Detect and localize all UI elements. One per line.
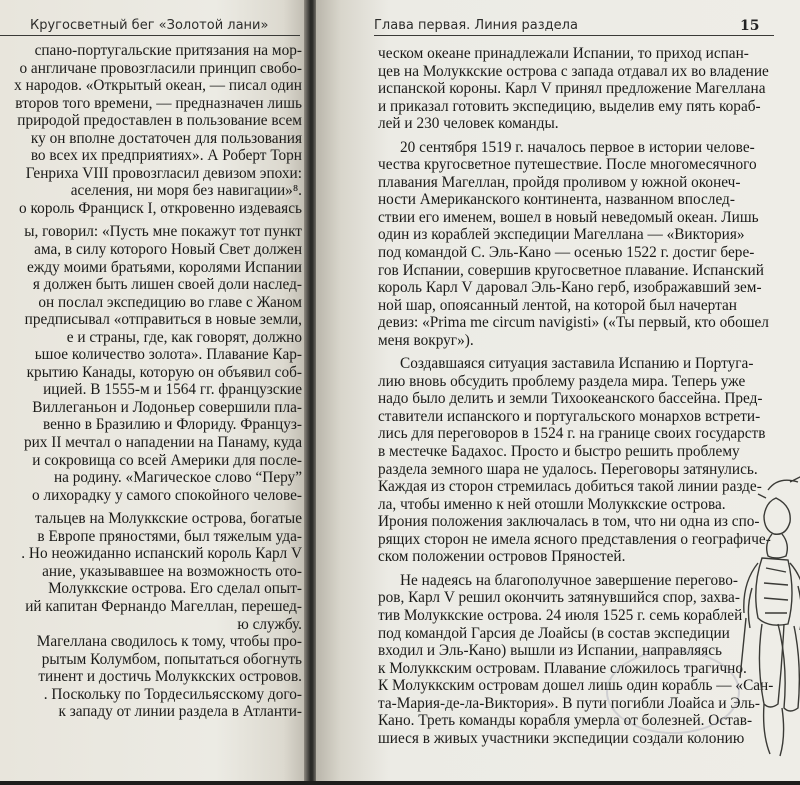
text-line: . Поскольку по Тордесильясскому дого- bbox=[43, 685, 302, 703]
text-line: лись для переговоров в 1524 г. на границе своих государств bbox=[378, 425, 766, 443]
text-line: предписывал «отправиться в новые земли, bbox=[24, 311, 302, 329]
text-line: Магеллана сводилось к тому, чтобы про- bbox=[36, 633, 302, 651]
right-page bbox=[316, 0, 800, 785]
text-line: Кано. Треть команды корабля умерла от болезней. Остав- bbox=[378, 712, 753, 730]
text-line: в местечке Бадахос. Просто и быстро решить проблему bbox=[378, 443, 740, 461]
text-line: раздела земного шара не удалось. Переговоры затянулись. bbox=[378, 460, 758, 478]
text-line: К Молуккским островам дошел лишь один корабль — «Сан- bbox=[378, 677, 774, 695]
text-line: ставители испанского и португальского монархов встрети- bbox=[378, 407, 761, 425]
text-line: ама, в силу которого Новый Свет должен bbox=[34, 241, 302, 259]
text-line: аселения, ни моря без навигации»⁸. bbox=[70, 182, 302, 200]
library-stamp bbox=[606, 650, 740, 734]
text-line: цев на Молуккские острова с запада отдавал их во владение bbox=[378, 62, 769, 80]
text-line: и сокровища со всей Америки для после- bbox=[32, 451, 302, 469]
text-line: е и страны, где, как говорят, должно bbox=[66, 328, 302, 346]
text-line: под командой С. Эль-Кано — осенью 1522 г. достиг бере- bbox=[378, 244, 755, 262]
text-line: тив Молуккские острова. 24 июля 1525 г. семь кораблей bbox=[378, 606, 743, 624]
left-header-rule bbox=[0, 35, 300, 36]
text-line: во всех их предприятиях». А Роберт Торн bbox=[30, 147, 302, 165]
text-line: под командой Гарсия де Лоайсы (в состав экспедиции bbox=[378, 624, 730, 642]
text-line: и приказал готовить экспедицию, выделив ему пять кораб- bbox=[378, 97, 761, 115]
text-line: плавания Магеллан, пройдя проливом у южной оконеч- bbox=[378, 173, 741, 191]
text-line: к Молуккским островам. Плавание сложилось трагично. bbox=[378, 659, 747, 677]
text-line: ности Американского континента, названном впослед- bbox=[378, 191, 735, 209]
text-line: ной шар, опоясанный лентой, на которой был начертан bbox=[378, 296, 737, 314]
text-line: ежду моими братьями, королями Испании bbox=[27, 258, 302, 276]
text-line: тальцев на Молуккские острова, богатые bbox=[35, 510, 302, 528]
text-line: ческом океане принадлежали Испании, то приход испан- bbox=[378, 45, 749, 62]
text-line: на родину. «Магическое слово “Перу” bbox=[53, 469, 302, 487]
text-line: Создавшаяся ситуация заставила Испанию и Португа- bbox=[400, 355, 754, 373]
text-line: ла, чтобы именно к ней отошли Молуккские острова. bbox=[378, 495, 726, 513]
text-line: испанской короны. Карл V принял предложение Магеллана bbox=[378, 80, 766, 98]
right-running-head: Глава первая. Линия раздела bbox=[374, 18, 578, 33]
text-line: венно в Бразилию и Флориду. Француз- bbox=[42, 416, 302, 434]
page-number: 15 bbox=[740, 18, 760, 34]
text-line: шиеся в живых участники экспедиции создали колонию bbox=[378, 729, 745, 747]
text-line: Ирония положения заключалась в том, что ни одна из спо- bbox=[378, 513, 760, 531]
text-line: гов Испании, совершив кругосветное плавание. Испанский bbox=[378, 261, 764, 279]
text-line: лей и 230 человек команды. bbox=[378, 115, 559, 133]
text-line: о англичане провозгласили принцип свобо- bbox=[19, 59, 302, 77]
conquistador-illustration bbox=[738, 468, 800, 768]
text-line: х народов. «Открытый океан, — писал один bbox=[14, 77, 302, 95]
text-line: меня вокруг»). bbox=[378, 331, 474, 349]
text-line: ы, говорил: «Пусть мне покажут тот пункт bbox=[24, 223, 302, 241]
text-line: ров, Карл V решил окончить затянувшийся спор, захва- bbox=[378, 589, 740, 607]
left-page-text bbox=[2, 42, 302, 721]
text-line: о лихорадку у самого спокойного челове- bbox=[32, 486, 302, 504]
text-line: природой предоставлен в пользование всем bbox=[17, 112, 302, 130]
text-line: Генриха VIII провозгласил девизом эпохи: bbox=[25, 164, 302, 182]
text-line: чества кругосветное путешествие. После многомесячного bbox=[378, 156, 757, 174]
text-line: тинент и достичь Молуккских островов. bbox=[38, 668, 302, 686]
text-line: он послал экспедицию во главе с Жаном bbox=[38, 293, 302, 311]
text-line: ском положении островов Пряностей. bbox=[378, 548, 626, 566]
text-line: к западу от линии раздела в Атланти- bbox=[58, 703, 302, 721]
text-line: в Европе пряностями, был тяжелым уда- bbox=[37, 527, 302, 545]
text-line: Молуккские острова. Его сделал опыт- bbox=[48, 580, 302, 598]
left-running-head: Кругосветный бег «Золотой лани» bbox=[30, 18, 269, 33]
left-page bbox=[0, 0, 308, 785]
text-line: второв того времени, — предназначен лишь bbox=[15, 94, 302, 112]
text-line: входил и Эль-Кано) вышли из Испании, направляясь bbox=[378, 642, 722, 660]
text-line: ю службу. bbox=[237, 615, 302, 633]
text-line: спано-португальские притязания на мор- bbox=[34, 42, 302, 59]
text-line: 20 сентября 1519 г. началось первое в истории челове- bbox=[400, 138, 755, 156]
text-line: король Карл V даровал Эль-Кано герб, изображавший зем- bbox=[378, 279, 762, 297]
right-page-text bbox=[378, 45, 778, 747]
text-line: ьшое количество золота». Плавание Кар- bbox=[34, 346, 302, 364]
text-line: рытым Колумбом, попытаться обогнуть bbox=[41, 650, 302, 668]
text-line: крытию Канады, которую он объявил соб- bbox=[26, 363, 302, 381]
text-line: Виллеганьон и Лодоньер совершили пла- bbox=[32, 398, 302, 416]
text-line: надо было делить и земли Тихоокеанского бассейна. Пред- bbox=[378, 390, 763, 408]
text-line: ицией. В 1555-м и 1564 гг. французские bbox=[43, 381, 302, 399]
text-line: . Но неожиданно испанский король Карл V bbox=[21, 545, 302, 563]
text-line: та-Мария-де-ла-Виктория». В пути погибли Лоайса и Эль- bbox=[378, 694, 760, 712]
text-line: я должен быть лишен своей доли наслед- bbox=[32, 276, 302, 294]
text-line: ствии его именем, вошел в новый неведомый океан. Лишь bbox=[378, 208, 759, 226]
text-line: ий капитан Фернандо Магеллан, перешед- bbox=[25, 597, 302, 615]
text-line: лию вновь обсудить проблему раздела мира. Теперь уже bbox=[378, 372, 746, 390]
text-line: Не надеясь на благополучное завершение перегово- bbox=[400, 571, 739, 589]
text-line: один из кораблей экспедиции Магеллана — «Виктория» bbox=[378, 226, 745, 244]
scan-bottom-edge bbox=[0, 781, 800, 785]
text-line: о король Франциск I, откровенно издеваясь bbox=[19, 199, 302, 217]
text-line: Каждая из сторон стремилась добиться такой линии разде- bbox=[378, 478, 762, 496]
text-line: рящих сторон не имела ясного представления о географиче- bbox=[378, 530, 771, 548]
text-line: рих II мечтал о нападении на Панаму, куда bbox=[23, 434, 302, 452]
text-line: ание, указывавшее на возможность ото- bbox=[42, 562, 302, 580]
right-header-rule bbox=[374, 35, 774, 36]
text-line: девиз: «Prima me circum navigisti» («Ты первый, кто обошел bbox=[378, 314, 769, 332]
text-line: ку он вполне достаточен для пользования bbox=[30, 129, 302, 147]
